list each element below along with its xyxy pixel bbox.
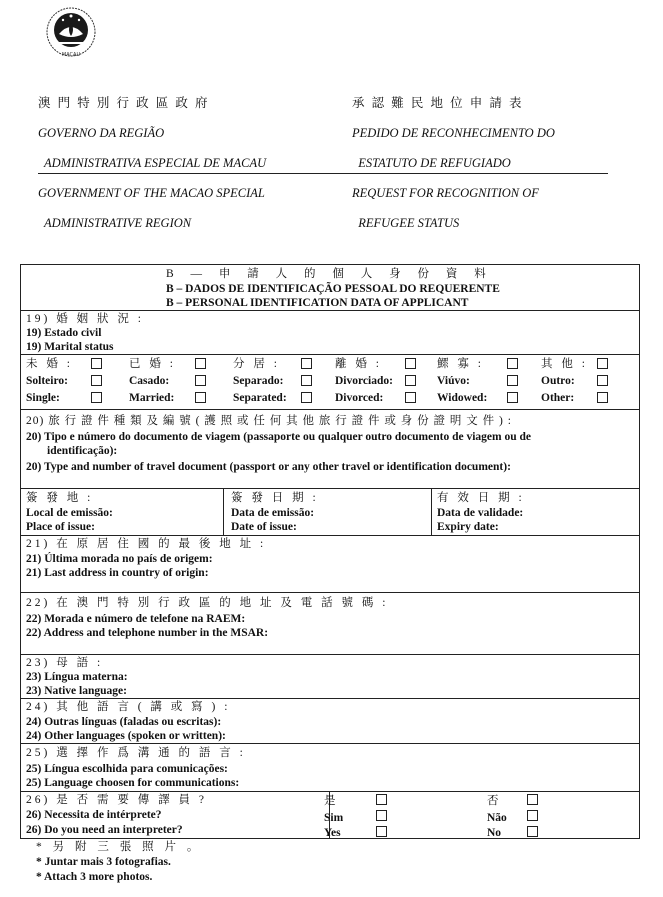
widowed-label-en: Widowed:	[437, 392, 488, 404]
q20-label-en: 20) Type and number of travel document (passport or any other travel or identification document):	[26, 461, 511, 473]
section-header	[21, 265, 639, 311]
separated-checkbox-en[interactable]	[301, 392, 312, 403]
title-en-1: REQUEST FOR RECOGNITION OF	[352, 186, 539, 200]
expiry-date-field[interactable]	[431, 489, 639, 535]
married-label-pt: Casado:	[129, 375, 170, 387]
header-divider	[38, 173, 608, 174]
date-of-issue-en: Date of issue:	[231, 521, 297, 533]
q26-label-en: 26) Do you need an interpreter?	[26, 824, 183, 836]
place-of-issue-pt: Local de emissão:	[26, 507, 113, 519]
q22-label-en: 22) Address and telephone number in the MSAR:	[26, 627, 269, 639]
q19-label-en: 19) Marital status	[26, 341, 114, 353]
q26-label-zh: 26) 是 否 需 要 傳 譯 員 ?	[26, 794, 207, 806]
single-label-zh: 未 婚 :	[26, 358, 73, 370]
q24-label-zh: 24) 其 他 語 言 ( 講 或 寫 ) :	[26, 701, 231, 713]
expiry-date-en: Expiry date:	[437, 521, 499, 533]
section-title-zh: B — 申 請 人 的 個 人 身 份 資 料	[166, 268, 493, 280]
yes-label-pt: Sim	[324, 812, 344, 824]
macau-emblem-logo	[45, 6, 97, 60]
no-checkbox-pt[interactable]	[527, 810, 538, 821]
yes-checkbox-zh[interactable]	[376, 794, 387, 805]
section-title-en: B – PERSONAL IDENTIFICATION DATA OF APPLICANT	[166, 297, 469, 309]
yes-checkbox-en[interactable]	[376, 826, 387, 837]
separated-label-en: Separated:	[233, 392, 287, 404]
issuer-en-1: GOVERNMENT OF THE MACAO SPECIAL	[38, 186, 265, 200]
q23-label-pt: 23) Língua materna:	[26, 671, 128, 683]
date-of-issue-zh: 簽 發 日 期 :	[231, 492, 319, 504]
widowed-label-zh: 鰥 寡 :	[437, 358, 484, 370]
divorced-checkbox-en[interactable]	[405, 392, 416, 403]
marital-options	[21, 355, 639, 410]
q24-label-en: 24) Other languages (spoken or written):	[26, 730, 226, 742]
issue-details-row	[21, 489, 639, 536]
no-checkbox-en[interactable]	[527, 826, 538, 837]
q22-label-pt: 22) Morada e número de telefone na RAEM:	[26, 613, 246, 625]
q22-macau-address[interactable]	[21, 593, 639, 655]
issuer-pt-1: GOVERNO DA REGIÃO	[38, 126, 165, 140]
separated-checkbox-zh[interactable]	[301, 358, 312, 369]
q21-label-pt: 21) Última morada no país de origem:	[26, 553, 213, 565]
widowed-label-pt: Viúvo:	[437, 375, 470, 387]
single-checkbox-zh[interactable]	[91, 358, 102, 369]
q21-label-zh: 21) 在 原 居 住 國 的 最 後 地 址 :	[26, 538, 267, 550]
separated-checkbox-pt[interactable]	[301, 375, 312, 386]
q24-other-languages[interactable]	[21, 699, 639, 744]
expiry-date-zh: 有 效 日 期 :	[437, 492, 525, 504]
no-label-en: No	[487, 827, 502, 839]
q20-label-pt-cont: identificação):	[47, 445, 118, 457]
q25-communication-language[interactable]	[21, 744, 639, 792]
single-checkbox-en[interactable]	[91, 392, 102, 403]
date-of-issue-field[interactable]	[223, 489, 431, 535]
yes-checkbox-pt[interactable]	[376, 810, 387, 821]
q25-label-en: 25) Language choosen for communications:	[26, 777, 240, 789]
q21-last-address[interactable]	[21, 536, 639, 593]
other-checkbox-en[interactable]	[597, 392, 608, 403]
widowed-checkbox-en[interactable]	[507, 392, 518, 403]
married-checkbox-pt[interactable]	[195, 375, 206, 386]
issuer-zh: 澳 門 特 別 行 政 區 政 府	[38, 96, 210, 110]
widowed-checkbox-pt[interactable]	[507, 375, 518, 386]
single-label-en: Single:	[26, 392, 60, 404]
footnote	[36, 840, 202, 885]
q20-label-zh: 20) 旅 行 證 件 種 類 及 編 號 ( 護 照 或 任 何 其 他 旅 行 證 件 或 身 份 證 明 文 件 ) :	[26, 415, 512, 427]
married-label-zh: 已 婚 :	[129, 358, 176, 370]
q20-travel-document	[21, 410, 639, 489]
q19-label-zh: 19) 婚 姻 狀 況 :	[26, 313, 144, 325]
expiry-date-pt: Data de validade:	[437, 507, 524, 519]
married-checkbox-en[interactable]	[195, 392, 206, 403]
issuer-pt-2: ADMINISTRATIVA ESPECIAL DE MACAU	[38, 156, 267, 170]
q23-label-en: 23) Native language:	[26, 685, 127, 697]
svg-text:MACAU: MACAU	[61, 52, 81, 58]
q24-label-pt: 24) Outras línguas (faladas ou escritas):	[26, 716, 222, 728]
divorced-label-zh: 離 婚 :	[335, 358, 382, 370]
title-pt-1: PEDIDO DE RECONHECIMENTO DO	[352, 126, 555, 140]
personal-data-form	[20, 264, 640, 839]
other-label-zh: 其 他 :	[541, 358, 588, 370]
q19-marital-status	[21, 311, 639, 355]
footnote-en: * Attach 3 more photos.	[36, 871, 153, 883]
footnote-zh: * 另 附 三 張 照 片 。	[36, 841, 203, 853]
q20-label-pt: 20) Tipo e número do documento de viagem (passaporte ou qualquer outro documento de viagem ou de	[26, 431, 531, 443]
no-label-pt: Não	[487, 812, 507, 824]
yes-label-en: Yes	[324, 827, 341, 839]
place-of-issue-zh: 簽 發 地 :	[26, 492, 94, 504]
divorced-label-pt: Divorciado:	[335, 375, 393, 387]
title-zh: 承 認 難 民 地 位 申 請 表	[352, 96, 524, 110]
form-title-block	[352, 81, 555, 246]
q26-interpreter	[21, 792, 639, 839]
footnote-pt: * Juntar mais 3 fotografias.	[36, 856, 171, 868]
other-checkbox-zh[interactable]	[597, 358, 608, 369]
separated-label-pt: Separado:	[233, 375, 284, 387]
separated-label-zh: 分 居 :	[233, 358, 280, 370]
q23-label-zh: 23) 母 語 :	[26, 657, 104, 669]
q25-label-zh: 25) 選 擇 作 爲 溝 通 的 語 言 :	[26, 747, 246, 759]
q23-native-language[interactable]	[21, 655, 639, 699]
other-checkbox-pt[interactable]	[597, 375, 608, 386]
q19-label-pt: 19) Estado civil	[26, 327, 102, 339]
widowed-checkbox-zh[interactable]	[507, 358, 518, 369]
other-label-pt: Outro:	[541, 375, 575, 387]
q26-label-pt: 26) Necessita de intérprete?	[26, 809, 162, 821]
issuer-block	[38, 81, 266, 246]
place-of-issue-field[interactable]	[21, 489, 223, 535]
other-label-en: Other:	[541, 392, 575, 404]
date-of-issue-pt: Data de emissão:	[231, 507, 315, 519]
yes-label-zh: 是	[324, 795, 336, 807]
no-checkbox-zh[interactable]	[527, 794, 538, 805]
q21-label-en: 21) Last address in country of origin:	[26, 567, 209, 579]
single-label-pt: Solteiro:	[26, 375, 68, 387]
divorced-checkbox-zh[interactable]	[405, 358, 416, 369]
title-en-2: REFUGEE STATUS	[352, 216, 460, 230]
section-title-pt: B – DADOS DE IDENTIFICAÇÃO PESSOAL DO REQUERENTE	[166, 283, 500, 295]
married-label-en: Married:	[129, 392, 175, 404]
divorced-checkbox-pt[interactable]	[405, 375, 416, 386]
single-checkbox-pt[interactable]	[91, 375, 102, 386]
title-pt-2: ESTATUTO DE REFUGIADO	[352, 156, 511, 170]
place-of-issue-en: Place of issue:	[26, 521, 95, 533]
no-label-zh: 否	[487, 795, 499, 807]
divorced-label-en: Divorced:	[335, 392, 384, 404]
q22-label-zh: 22) 在 澳 門 特 別 行 政 區 的 地 址 及 電 話 號 碼 :	[26, 597, 389, 609]
married-checkbox-zh[interactable]	[195, 358, 206, 369]
issuer-en-2: ADMINISTRATIVE REGION	[38, 216, 192, 230]
q25-label-pt: 25) Língua escolhida para comunicações:	[26, 763, 228, 775]
